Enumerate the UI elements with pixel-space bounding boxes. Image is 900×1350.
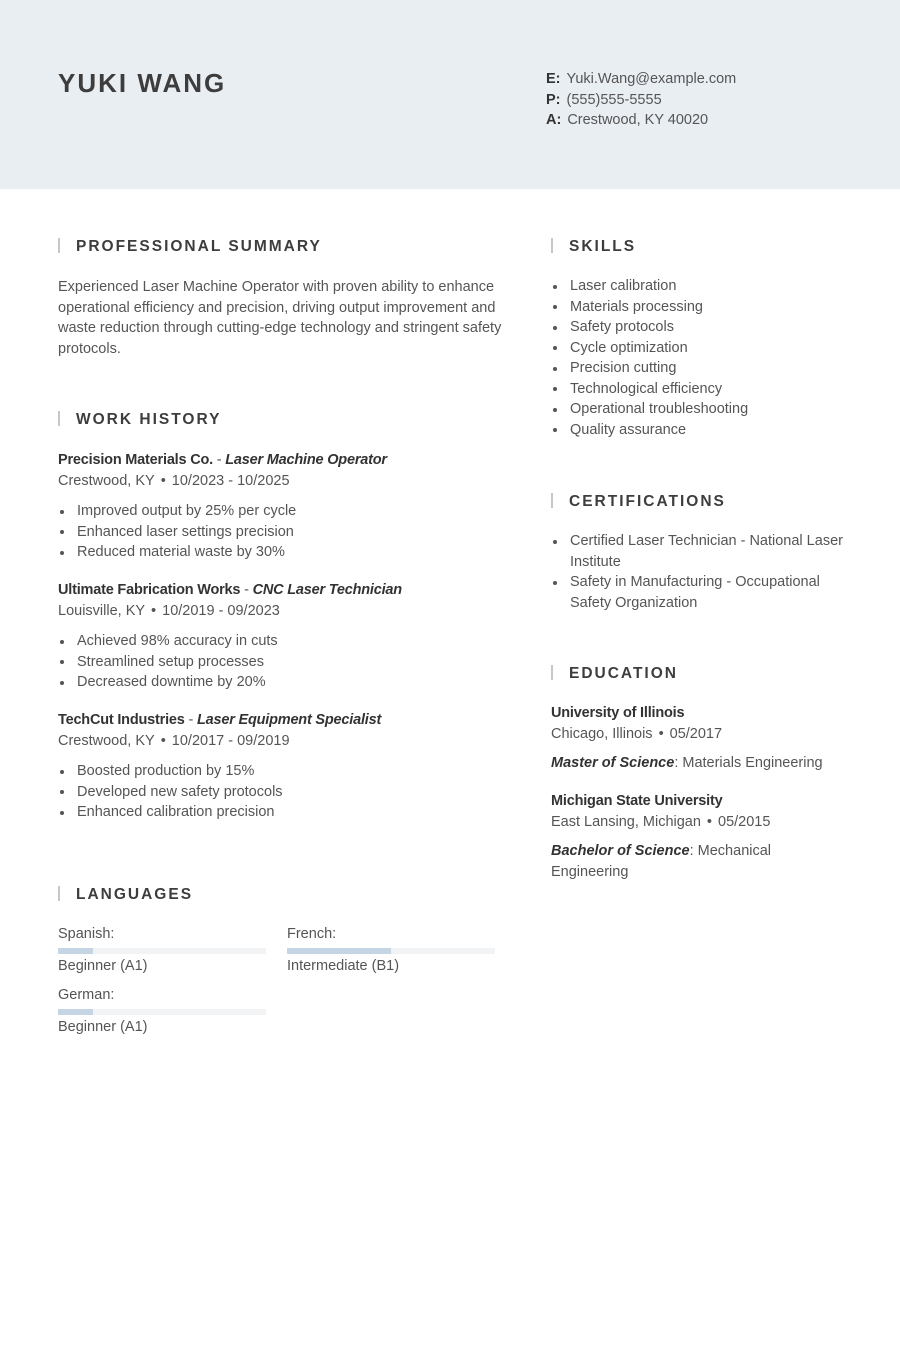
proficiency-fill <box>287 948 391 954</box>
section-title-text: PROFESSIONAL SUMMARY <box>76 238 322 255</box>
contact-info <box>546 69 736 131</box>
skill-item: Operational troubleshooting <box>551 399 851 420</box>
education-degree <box>551 841 801 882</box>
proficiency-fill <box>58 1009 93 1015</box>
education-school: Michigan State University <box>551 793 723 809</box>
education-date: 05/2015 <box>718 813 771 830</box>
job-bullet: Achieved 98% accuracy in cuts <box>58 631 508 652</box>
job-dates: 10/2019 - 09/2023 <box>162 602 280 619</box>
language-item <box>287 924 495 976</box>
proficiency-bar <box>58 948 266 954</box>
skill-item: Materials processing <box>551 297 851 318</box>
job-role: Laser Equipment Specialist <box>196 712 382 728</box>
section-title-languages <box>58 886 193 904</box>
proficiency-bar <box>287 948 495 954</box>
section-title-text: EDUCATION <box>569 665 678 682</box>
job-bullet: Boosted production by 15% <box>58 761 508 782</box>
language-name: Spanish: <box>58 926 115 942</box>
section-divider <box>551 493 553 508</box>
education-entry <box>551 703 851 774</box>
degree-field: : Mechanical Engineering <box>551 843 772 880</box>
bullet-separator: • <box>706 813 712 830</box>
job-bullet: Improved output by 25% per cycle <box>58 501 508 522</box>
education-entry <box>551 791 801 882</box>
skill-item: Technological efficiency <box>551 379 851 400</box>
job-dates: 10/2023 - 10/2025 <box>171 472 290 489</box>
section-title-skills <box>551 238 636 256</box>
language-level: Intermediate (B1) <box>287 958 400 974</box>
section-title-text: SKILLS <box>569 238 637 255</box>
job-heading <box>58 710 508 731</box>
skill-item: Quality assurance <box>551 420 851 441</box>
contact-email <box>546 69 736 90</box>
section-title-certifications <box>551 493 726 511</box>
section-divider <box>58 886 60 901</box>
job-dates: 10/2017 - 09/2019 <box>171 732 290 749</box>
job-location: Louisville, KY <box>58 602 146 619</box>
certification-item: Safety in Manufacturing - Occupational Safety Organization <box>551 572 851 613</box>
contact-email-value[interactable]: Yuki.Wang@example.com <box>566 71 737 87</box>
job-location: Crestwood, KY <box>58 472 155 489</box>
job-entry <box>58 450 508 563</box>
job-separator: - <box>184 712 197 728</box>
section-title-text: WORK HISTORY <box>76 411 222 428</box>
job-separator: - <box>240 582 253 598</box>
skills-list <box>551 276 851 440</box>
degree-name: Master of Science <box>551 755 675 771</box>
job-company: TechCut Industries <box>58 712 185 728</box>
contact-phone-value: (555)555-5555 <box>566 91 662 108</box>
skill-item: Laser calibration <box>551 276 851 297</box>
skill-item: Cycle optimization <box>551 338 851 359</box>
job-bullets <box>58 501 508 563</box>
certification-item: Certified Laser Technician - National Laser Institute <box>551 531 851 572</box>
degree-name: Bachelor of Science <box>551 843 690 859</box>
job-bullet: Reduced material waste by 30% <box>58 542 508 563</box>
job-bullet: Developed new safety protocols <box>58 782 508 803</box>
contact-phone-label: P: <box>546 91 561 108</box>
contact-address <box>546 110 736 131</box>
language-level: Beginner (A1) <box>58 1019 148 1035</box>
section-divider <box>58 411 60 426</box>
skill-item: Safety protocols <box>551 317 851 338</box>
bullet-separator: • <box>160 472 166 489</box>
language-name: German: <box>58 987 115 1003</box>
section-title-text: LANGUAGES <box>76 886 194 903</box>
certifications-list <box>551 531 851 613</box>
contact-phone <box>546 90 736 111</box>
job-location: Crestwood, KY <box>58 732 155 749</box>
contact-email-label: E: <box>546 71 561 87</box>
degree-field: : Materials Engineering <box>674 755 823 771</box>
bullet-separator: • <box>151 602 157 619</box>
contact-address-value: Crestwood, KY 40020 <box>567 112 709 128</box>
education-meta <box>551 724 851 745</box>
section-title-education <box>551 665 678 683</box>
language-item <box>58 985 266 1037</box>
education-meta <box>551 812 801 833</box>
job-bullet: Decreased downtime by 20% <box>58 672 508 693</box>
job-bullet: Enhanced laser settings precision <box>58 522 508 543</box>
job-bullets <box>58 631 508 693</box>
contact-address-label: A: <box>546 112 562 128</box>
education-degree <box>551 753 851 774</box>
job-bullets <box>58 761 508 823</box>
header-band <box>0 0 900 189</box>
bullet-separator: • <box>658 725 664 742</box>
bullet-separator: • <box>160 732 166 749</box>
job-entry <box>58 710 508 823</box>
proficiency-fill <box>58 948 93 954</box>
job-company: Precision Materials Co. <box>58 452 213 468</box>
job-role: CNC Laser Technician <box>252 582 402 598</box>
job-meta <box>58 601 508 622</box>
job-role: Laser Machine Operator <box>225 452 387 468</box>
job-meta <box>58 471 508 492</box>
language-level: Beginner (A1) <box>58 958 148 974</box>
job-meta <box>58 731 508 752</box>
language-item <box>58 924 266 976</box>
education-location: East Lansing, Michigan <box>551 813 701 830</box>
education-date: 05/2017 <box>669 725 723 742</box>
section-title-summary <box>58 238 322 256</box>
job-company: Ultimate Fabrication Works <box>58 582 241 598</box>
job-bullet: Streamlined setup processes <box>58 652 508 673</box>
job-heading <box>58 450 508 471</box>
section-divider <box>551 238 553 253</box>
section-title-work-history <box>58 411 221 429</box>
job-bullet: Enhanced calibration precision <box>58 802 508 823</box>
language-name: French: <box>287 926 337 942</box>
education-school: University of Illinois <box>551 705 685 721</box>
candidate-name: YUKI WANG <box>58 68 227 98</box>
skill-item: Precision cutting <box>551 358 851 379</box>
job-heading <box>58 580 508 601</box>
section-divider <box>58 238 60 253</box>
summary-text: Experienced Laser Machine Operator with proven ability to enhance operational efficiency and precision, driving output improvement and waste reduction through cutting-edge technology and stringent safety protocols. <box>58 279 502 357</box>
job-entry <box>58 580 508 693</box>
proficiency-bar <box>58 1009 266 1015</box>
education-location: Chicago, Illinois <box>551 725 653 742</box>
job-separator: - <box>212 452 226 468</box>
section-title-text: CERTIFICATIONS <box>569 493 726 510</box>
section-divider <box>551 665 553 680</box>
